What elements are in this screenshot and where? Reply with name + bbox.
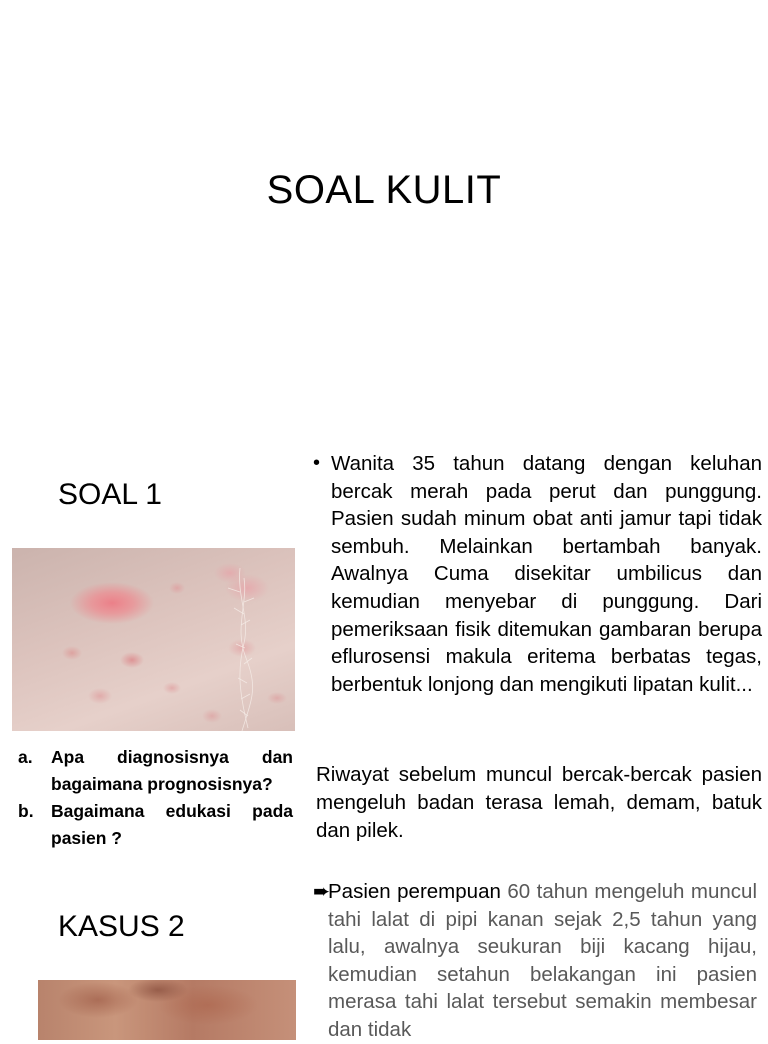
question-item	[18, 798, 293, 852]
kasus2-heading: KASUS 2	[58, 910, 185, 943]
bullet-icon: •	[313, 452, 321, 474]
arrow-bullet-icon: ➨	[313, 880, 331, 903]
soal1-heading: SOAL 1	[58, 478, 162, 511]
question-marker: b.	[18, 801, 34, 821]
soal1-questions	[18, 744, 293, 852]
case1-block	[313, 450, 762, 698]
skin-lesion-photo-2	[38, 980, 296, 1040]
skin-lesion-photo-1	[12, 548, 295, 731]
case2-block	[313, 878, 757, 1044]
hair-lines-graphic	[12, 548, 295, 731]
case2-text	[313, 878, 757, 1044]
question-text: Bagaimana edukasi pada pasien ?	[51, 801, 293, 848]
question-text: Apa diagnosisnya dan bagaimana prognosisnya?	[51, 747, 293, 794]
question-marker: a.	[18, 747, 33, 767]
question-item	[18, 744, 293, 798]
case1-description: Wanita 35 tahun datang dengan keluhan bercak merah pada perut dan punggung. Pasien sudah minum obat anti jamur tapi tidak sembuh. Melainkan bertambah banyak. Awalnya Cuma disekitar umbilicus dan kemudian menyebar di punggung. Dari pemeriksaan fisik ditemukan gambaran berupa eflurosensi makula eritema berbatas tegas, berbentuk lonjong dan mengikuti lipatan kulit...	[331, 452, 762, 696]
page-title: SOAL KULIT	[266, 168, 502, 212]
case2-lead: Pasien perempuan	[328, 880, 501, 903]
case2-description: 60 tahun mengeluh muncul tahi lalat di pipi kanan sejak 2,5 tahun yang lalu, awalnya seukuran biji kacang hijau, kemudian setahun belakangan ini pasien merasa tahi lalat tersebut semakin membesar dan tidak	[328, 880, 757, 1041]
case1-history: Riwayat sebelum muncul bercak-bercak pasien mengeluh badan terasa lemah, demam, batuk dan pilek.	[316, 763, 762, 842]
